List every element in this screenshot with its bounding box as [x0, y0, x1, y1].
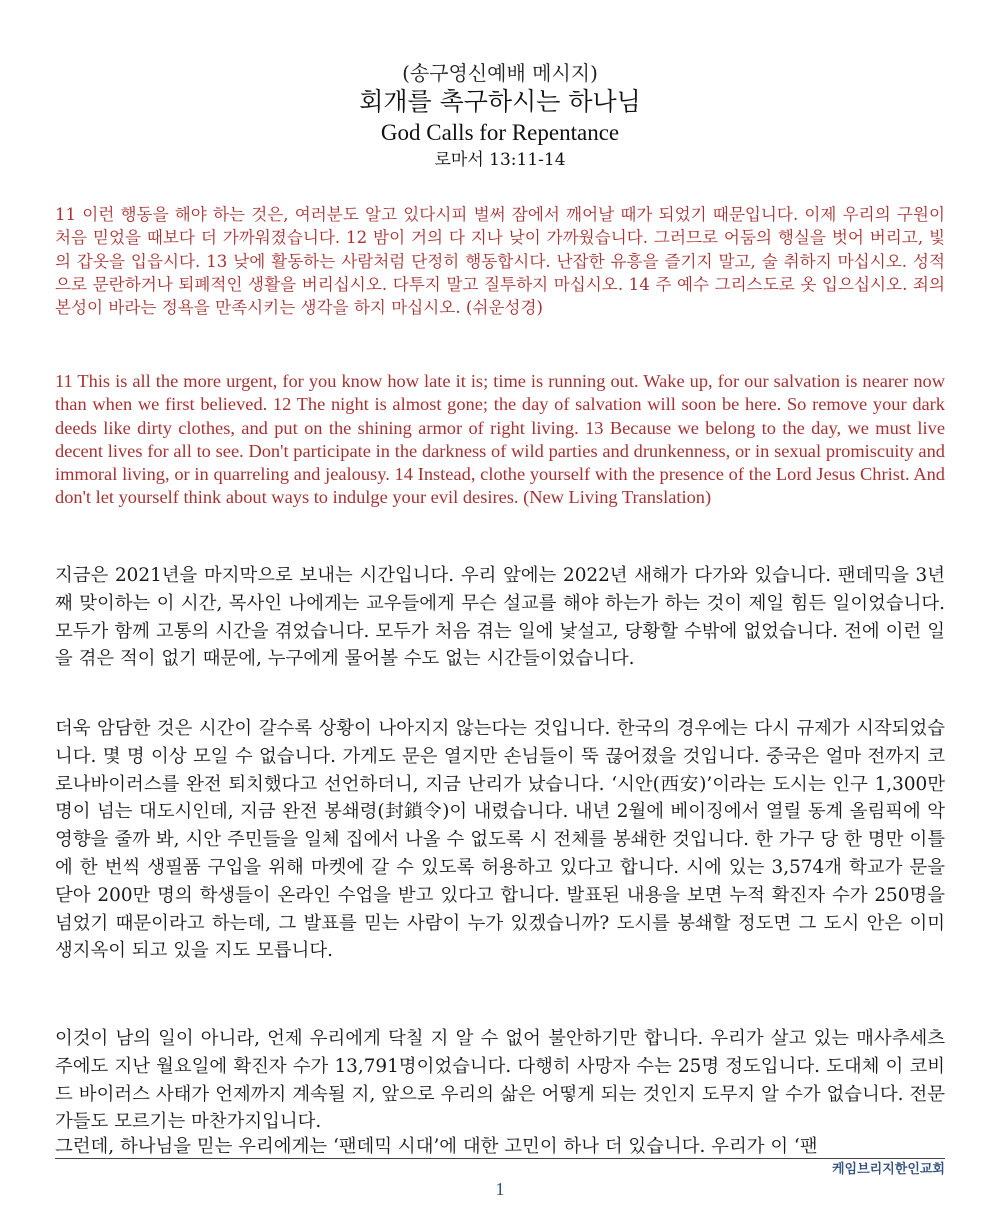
- page-number: 1: [495, 1179, 505, 1199]
- scripture-english: 11 This is all the more urgent, for you know how late it is; time is running out. Wake up, for our salvation is nearer now than when we first believed. 12 The night is almost gone; the day of salvation will soon be here. So remove your dark deeds like dirty clothes, and put on the shining armor of right living. 13 Because we belong to the day, we must live decent lives for all to see. Don't participate in the darkness of wild parties and drunkenness, or in sexual promiscuity and immoral living, or in quarreling and jealousy. 14 Instead, clothe yourself with the presence of the Lord Jesus Christ. And don't let yourself think about ways to indulge your evil desires. (New Living Translation): [55, 371, 945, 508]
- body-paragraph-2: 더욱 암담한 것은 시간이 갈수록 상황이 나아지지 않는다는 것입니다. 한국의 경우에는 다시 규제가 시작되었습니다. 몇 명 이상 모일 수 없습니다. 가게도 문은 열지만 손님들이 뚝 끊어졌을 것입니다. 중국은 얼마 전까지 코로나바이러스를 완전 퇴치했다고 선언하더니, 지금 난리가 났습니다. ‘시안(西安)’이라는 도시는 인구 1,300만명이 넘는 대도시인데, 지금 완전 봉쇄령(封鎖令)이 내렸습니다. 내년 2월에 베이징에서 열릴 동계 올림픽에 악영향을 줄까 봐, 시안 주민들을 일체 집에서 나올 수 없도록 시 전체를 봉쇄한 것입니다. 한 가구 당 한 명만 이틀에 한 번씩 생필품 구입을 위해 마켓에 갈 수 있도록 허용하고 있다고 합니다. 시에 있는 3,574개 학교가 문을 닫아 200만 명의 학생들이 온라인 수업을 받고 있다고 합니다. 발표된 내용을 보면 누적 확진자 수가 250명을 넘었기 때문이라고 하는데, 그 발표를 믿는 사람이 누가 있겠습니까? 도시를 봉쇄할 정도면 그 도시 안은 이미 생지옥이 되고 있을 지도 모릅니다.: [55, 718, 945, 962]
- footer-divider: [55, 1158, 945, 1159]
- sermon-title-english: God Calls for Repentance: [380, 120, 620, 145]
- church-name: 케임브리지한인교회: [831, 1162, 945, 1177]
- body-paragraph-4: 그런데, 하나님을 믿는 우리에게는 ‘팬데믹 시대’에 대한 고민이 하나 더 있습니다. 우리가 이 ‘팬: [55, 1136, 818, 1157]
- scripture-korean: 11 이런 행동을 해야 하는 것은, 여러분도 알고 있다시피 벌써 잠에서 깨어날 때가 되었기 때문입니다. 이제 우리의 구원이 처음 믿었을 때보다 더 가까워졌습니다. 12 밤이 거의 다 지나 낮이 가까웠습니다. 그러므로 어둠의 행실을 벗어 버리고, 빛의 갑옷을 입읍시다. 13 낮에 활동하는 사람처럼 단정히 행동합시다. 난잡한 유흥을 즐기지 말고, 술 취하지 마십시오. 성적으로 문란하거나 퇴폐적인 생활을 버리십시오. 다투지 말고 질투하지 마십시오. 14 주 예수 그리스도로 옷 입으십시오. 죄의 본성이 바라는 정욕을 만족시키는 생각을 하지 마십시오. (쉬운성경): [55, 205, 945, 318]
- service-subtitle: (송구영신예배 메시지): [402, 61, 598, 85]
- body-paragraph-3: 이것이 남의 일이 아니라, 언제 우리에게 닥칠 지 알 수 없어 불안하기만 합니다. 우리가 살고 있는 매사추세츠 주에도 지난 월요일에 확진자 수가 13,791명이었습니다. 다행히 사망자 수는 25명 정도입니다. 도대체 이 코비드 바이러스 사태가 언제까지 계속될 지, 앞으로 우리의 삶은 어떻게 되는 것인지 도무지 알 수가 없습니다. 전문가들도 모르기는 마찬가지입니다.: [55, 1028, 945, 1133]
- scripture-reference: 로마서 13:11-14: [434, 150, 566, 170]
- sermon-header: [0, 60, 1000, 172]
- sermon-title-korean: 회개를 촉구하시는 하나님: [359, 87, 641, 116]
- body-paragraph-1: 지금은 2021년을 마지막으로 보내는 시간입니다. 우리 앞에는 2022년 새해가 다가와 있습니다. 팬데믹을 3년째 맞이하는 이 시간, 목사인 나에게는 교우들에게 무슨 설교를 해야 하는가 하는 것이 제일 힘든 일이었습니다. 모두가 함께 고통의 시간을 겪었습니다. 모두가 처음 겪는 일에 낯설고, 당황할 수밖에 없었습니다. 전에 이런 일을 겪은 적이 없기 때문에, 누구에게 물어볼 수도 없는 시간들이었습니다.: [55, 565, 945, 670]
